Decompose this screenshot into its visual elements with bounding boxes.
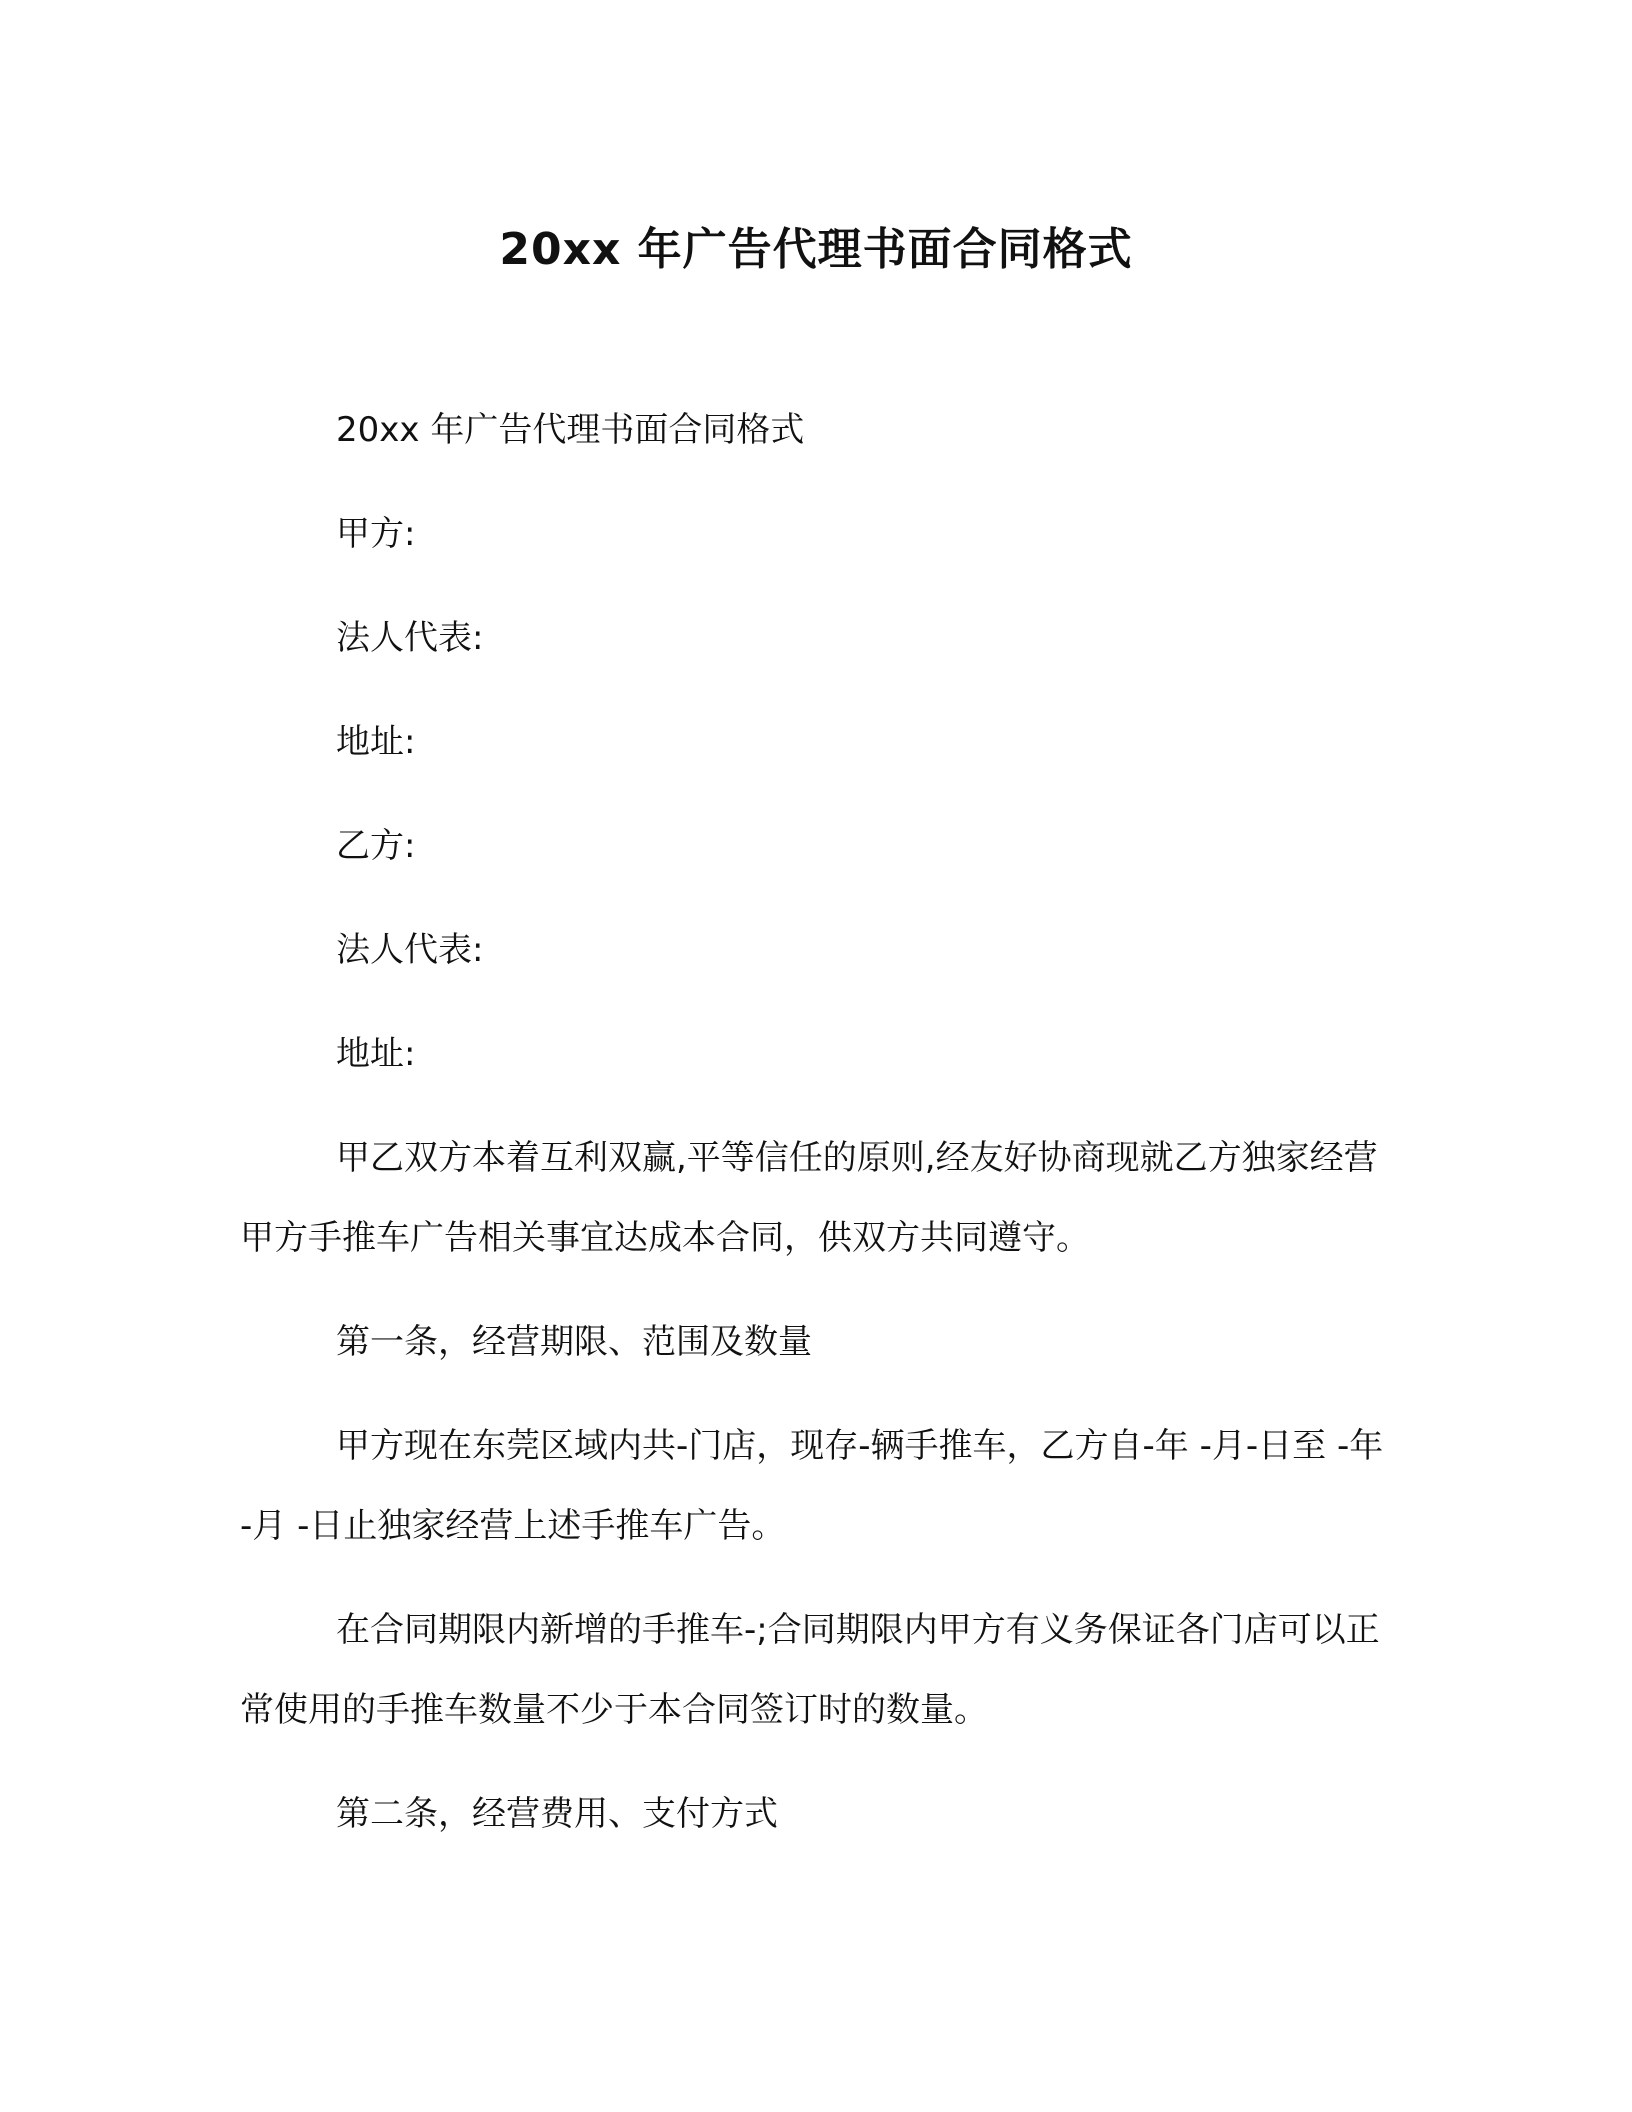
party-a-legal-rep-label: 法人代表:	[336, 618, 484, 658]
party-b-label: 乙方:	[336, 826, 416, 866]
article-1-term-paragraph: 甲方现在东莞区域内共-门店，现存-辆手推车，乙方自-年 -月-日至 -年 -月 -日止独家经营上述手推车广告。	[240, 1426, 1384, 1546]
party-a-address-label: 地址:	[336, 722, 416, 762]
party-a-label: 甲方:	[336, 514, 416, 554]
document-title: 20xx 年广告代理书面合同格式	[499, 224, 1133, 275]
party-b-legal-rep-label: 法人代表:	[336, 930, 484, 970]
subtitle-paragraph: 20xx 年广告代理书面合同格式	[336, 410, 805, 450]
article-1-heading: 第一条，经营期限、范围及数量	[336, 1322, 812, 1362]
article-2-heading: 第二条，经营费用、支付方式	[336, 1794, 778, 1834]
party-b-address-label: 地址:	[336, 1034, 416, 1074]
document-body	[240, 390, 1392, 1878]
preamble-paragraph: 甲乙双方本着互利双赢,平等信任的原则,经友好协商现就乙方独家经营甲方手推车广告相关事宜达成本合同，供双方共同遵守。	[240, 1138, 1378, 1258]
article-1-quantity-paragraph: 在合同期限内新增的手推车-;合同期限内甲方有义务保证各门店可以正常使用的手推车数量不少于本合同签订时的数量。	[240, 1610, 1380, 1730]
